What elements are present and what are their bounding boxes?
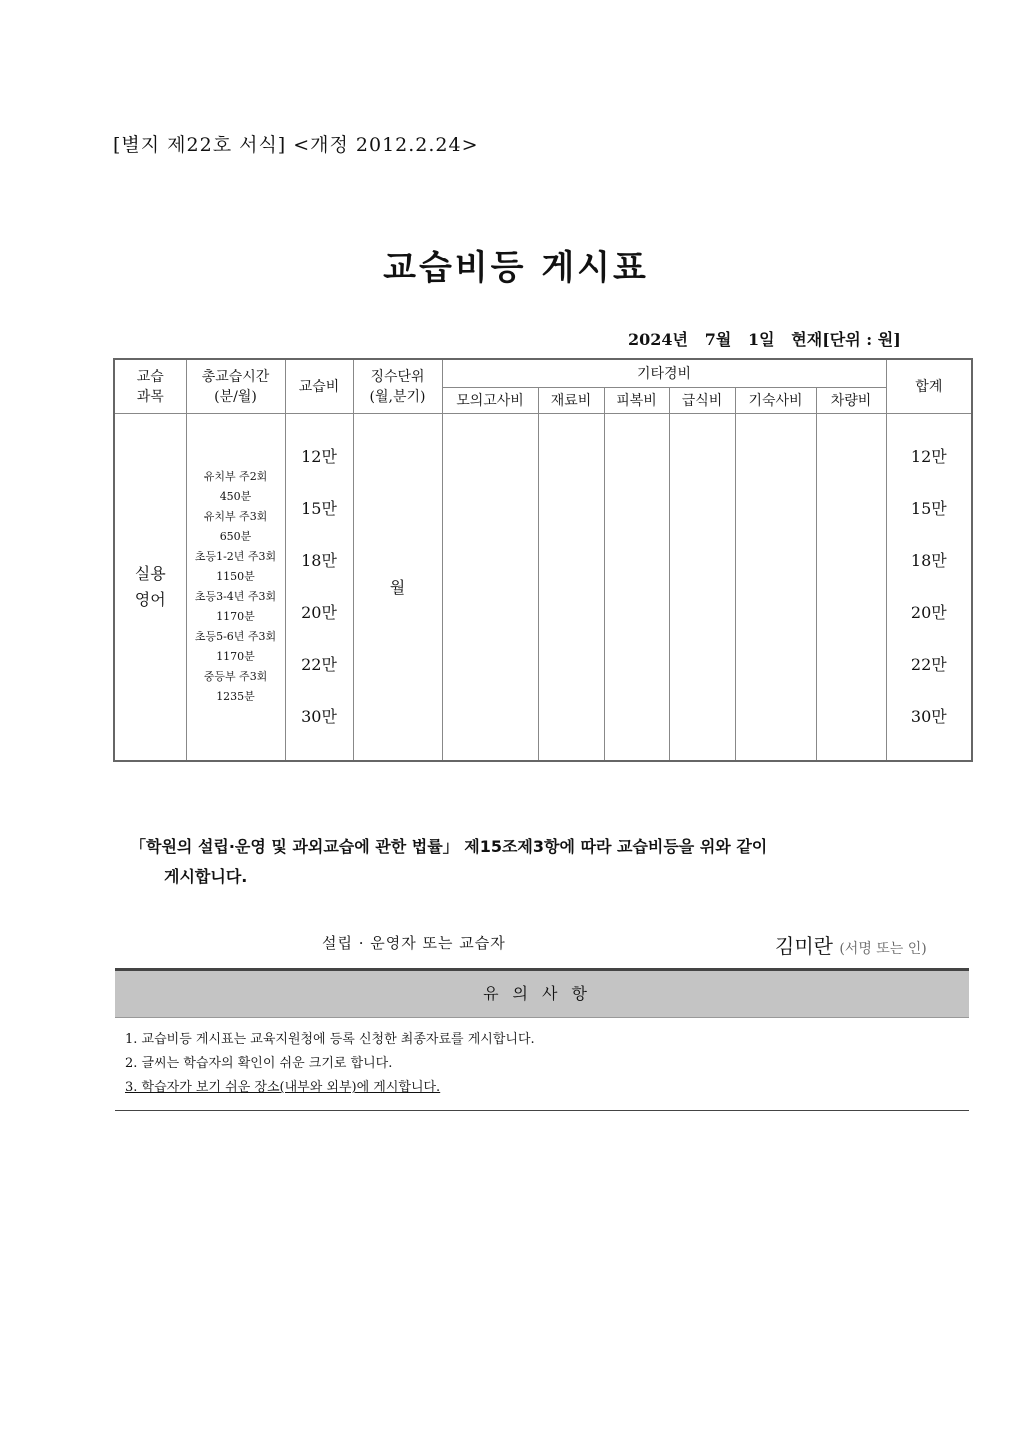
caution-section — [115, 968, 969, 1111]
cell-mock-exam-fee — [442, 413, 538, 761]
signature-block — [775, 930, 927, 959]
header-material-fee: 재료비 — [538, 387, 604, 413]
header-total-hours: 총교습시간 (분/월) — [186, 359, 285, 413]
list-item: 3. 학습자가 보기 쉬운 장소(내부와 외부)에 게시합니다. — [125, 1080, 441, 1095]
table-row — [114, 413, 972, 761]
cell-uniform-fee — [604, 413, 669, 761]
header-dormitory-fee: 기숙사비 — [735, 387, 816, 413]
list-item: 1. 교습비등 게시표는 교육지원청에 등록 신청한 최종자료를 게시합니다. — [125, 1032, 535, 1047]
header-mock-exam-fee: 모의고사비 — [442, 387, 538, 413]
cell-meal-fee — [669, 413, 735, 761]
signature-note: (서명 또는 인) — [839, 941, 927, 957]
cell-billing-unit: 월 — [353, 413, 442, 761]
notice-line-2: 게시합니다. — [164, 867, 248, 886]
caution-list — [115, 1018, 969, 1110]
cell-material-fee — [538, 413, 604, 761]
notice-line-1: 「학원의 설립·운영 및 과외교습에 관한 법률」 제15조제3항에 따라 교습비등을 위와 같이 — [130, 837, 768, 856]
header-meal-fee: 급식비 — [669, 387, 735, 413]
header-total: 합계 — [886, 359, 972, 413]
header-tuition: 교습비 — [285, 359, 353, 413]
legal-notice — [130, 832, 890, 892]
date-line: 2024년 7월 1일 현재[단위 : 원] — [628, 330, 901, 349]
header-vehicle-fee: 차량비 — [816, 387, 886, 413]
cell-tuition: 12만 15만 18만 20만 22만 30만 — [285, 413, 353, 761]
header-other-fees: 기타경비 — [442, 359, 886, 387]
header-billing-unit: 징수단위 (월,분기) — [353, 359, 442, 413]
cell-subject: 실용 영어 — [114, 413, 186, 761]
signer-name: 김미란 — [775, 934, 833, 958]
cell-vehicle-fee — [816, 413, 886, 761]
cell-total: 12만 15만 18만 20만 22만 30만 — [886, 413, 972, 761]
cell-total-hours: 유치부 주2회 450분 유치부 주3회 650분 초등1-2년 주3회 1150분 초등3-4년 주3회 1170분 초등5-6년 주3회 1170분 중등부 주3회 1235분 — [186, 413, 285, 761]
page-title: 교습비등 게시표 — [383, 248, 649, 288]
list-item: 2. 글씨는 학습자의 확인이 쉬운 크기로 합니다. — [125, 1056, 393, 1071]
fee-table — [113, 358, 973, 762]
form-number: [별지 제22호 서식] <개정 2012.2.24> — [113, 134, 479, 156]
caution-heading: 유의사항 — [115, 971, 969, 1018]
header-subject: 교습 과목 — [114, 359, 186, 413]
cell-dormitory-fee — [735, 413, 816, 761]
header-uniform-fee: 피복비 — [604, 387, 669, 413]
signature-label: 설립 · 운영자 또는 교습자 — [322, 934, 506, 952]
